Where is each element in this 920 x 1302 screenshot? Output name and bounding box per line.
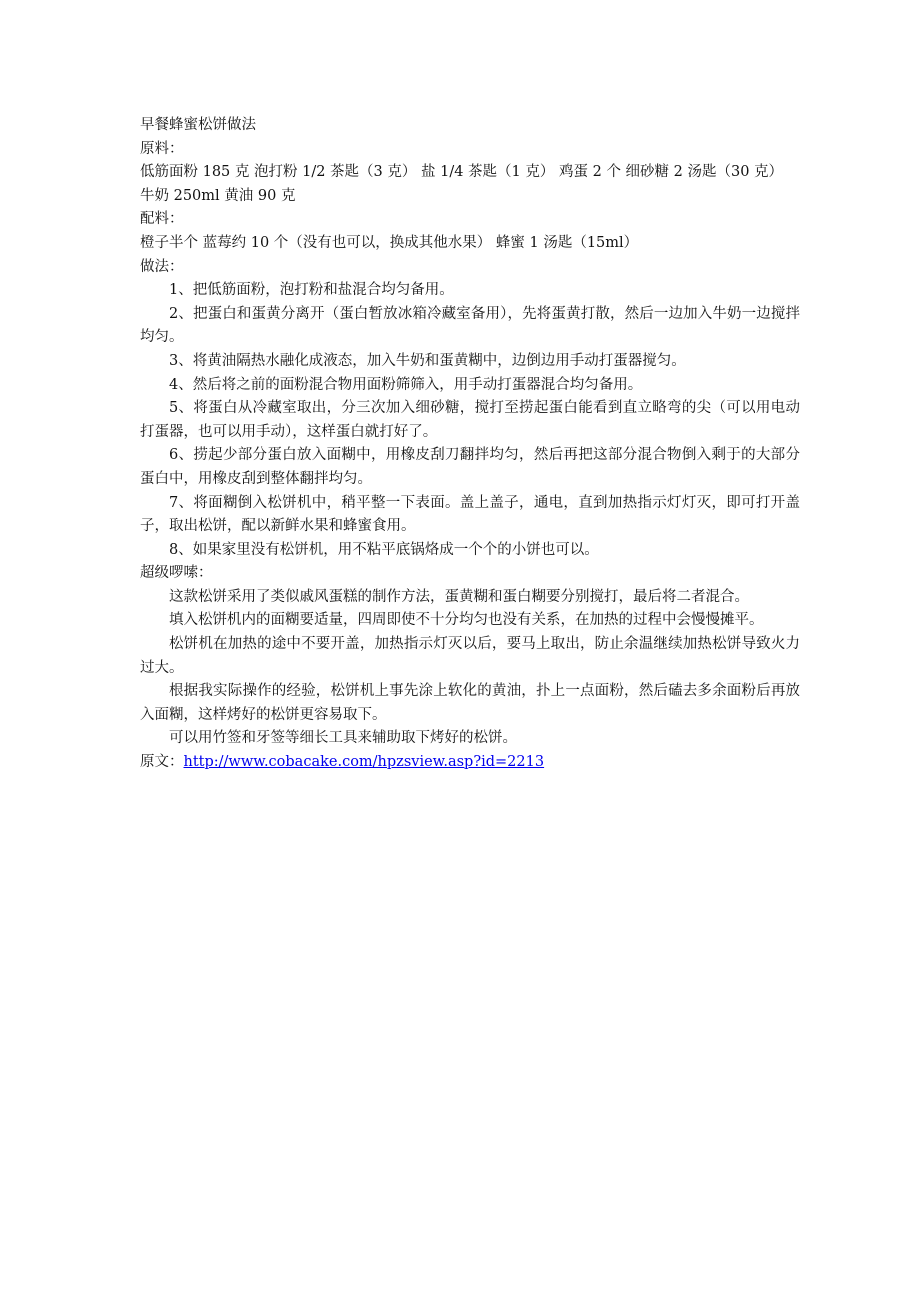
- document-body: [140, 114, 800, 775]
- method-step-4: 4、然后将之前的面粉混合物用面粉筛筛入，用手动打蛋器混合均匀备用。: [169, 376, 643, 393]
- method-step-1: 1、把低筋面粉，泡打粉和盐混合均匀备用。: [169, 282, 454, 299]
- source-link[interactable]: http://www.cobacake.com/hpzsview.asp?id=2213: [183, 754, 545, 771]
- toppings-heading: 配料：: [140, 211, 184, 228]
- method-heading: 做法：: [140, 258, 184, 275]
- method-step-2: 2、把蛋白和蛋黄分离开（蛋白暂放冰箱冷藏室备用），先将蛋黄打散，然后一边加入牛奶一边搅拌均匀。: [140, 305, 800, 346]
- method-step-8: 8、如果家里没有松饼机，用不粘平底锅烙成一个个的小饼也可以。: [169, 541, 599, 558]
- tip-1: 这款松饼采用了类似戚风蛋糕的制作方法，蛋黄糊和蛋白糊要分别搅打，最后将二者混合。: [169, 588, 749, 605]
- method-step-7: 7、将面糊倒入松饼机中，稍平整一下表面。盖上盖子，通电，直到加热指示灯灯灭，即可打开盖子，取出松饼，配以新鲜水果和蜂蜜食用。: [140, 494, 800, 535]
- source-line: [140, 751, 800, 775]
- tip-2: 填入松饼机内的面糊要适量，四周即使不十分均匀也没有关系，在加热的过程中会慢慢摊平。: [169, 612, 764, 629]
- ingredients-text: 低筋面粉 185 克 泡打粉 1/2 茶匙（3 克） 盐 1/4 茶匙（1 克） 鸡蛋 2 个 细砂糖 2 汤匙（30 克） 牛奶 250ml 黄油 90 克: [140, 164, 784, 204]
- document-title: 早餐蜂蜜松饼做法: [140, 117, 256, 133]
- source-label: 原文：: [140, 754, 184, 771]
- tip-3: 松饼机在加热的途中不要开盖，加热指示灯灭以后，要马上取出，防止余温继续加热松饼导致火力过大。: [140, 636, 800, 676]
- tip-5: 可以用竹签和牙签等细长工具来辅助取下烤好的松饼。: [169, 730, 517, 747]
- tip-4: 根据我实际操作的经验，松饼机上事先涂上软化的黄油，扑上一点面粉，然后磕去多余面粉后再放入面糊，这样烤好的松饼更容易取下。: [140, 683, 800, 723]
- method-step-5: 5、将蛋白从冷藏室取出，分三次加入细砂糖，搅打至捞起蛋白能看到直立略弯的尖（可以用电动打蛋器，也可以用手动），这样蛋白就打好了。: [140, 400, 800, 440]
- method-step-3: 3、将黄油隔热水融化成液态，加入牛奶和蛋黄糊中，边倒边用手动打蛋器搅匀。: [169, 352, 686, 369]
- tips-heading: 超级啰嗦：: [140, 565, 213, 582]
- ingredients-heading: 原料：: [140, 140, 184, 157]
- method-step-6: 6、捞起少部分蛋白放入面糊中，用橡皮刮刀翻拌均匀，然后再把这部分混合物倒入剩于的大部分蛋白中，用橡皮刮到整体翻拌均匀。: [140, 447, 800, 487]
- toppings-text: 橙子半个 蓝莓约 10 个（没有也可以，换成其他水果） 蜂蜜 1 汤匙（15ml）: [140, 234, 639, 251]
